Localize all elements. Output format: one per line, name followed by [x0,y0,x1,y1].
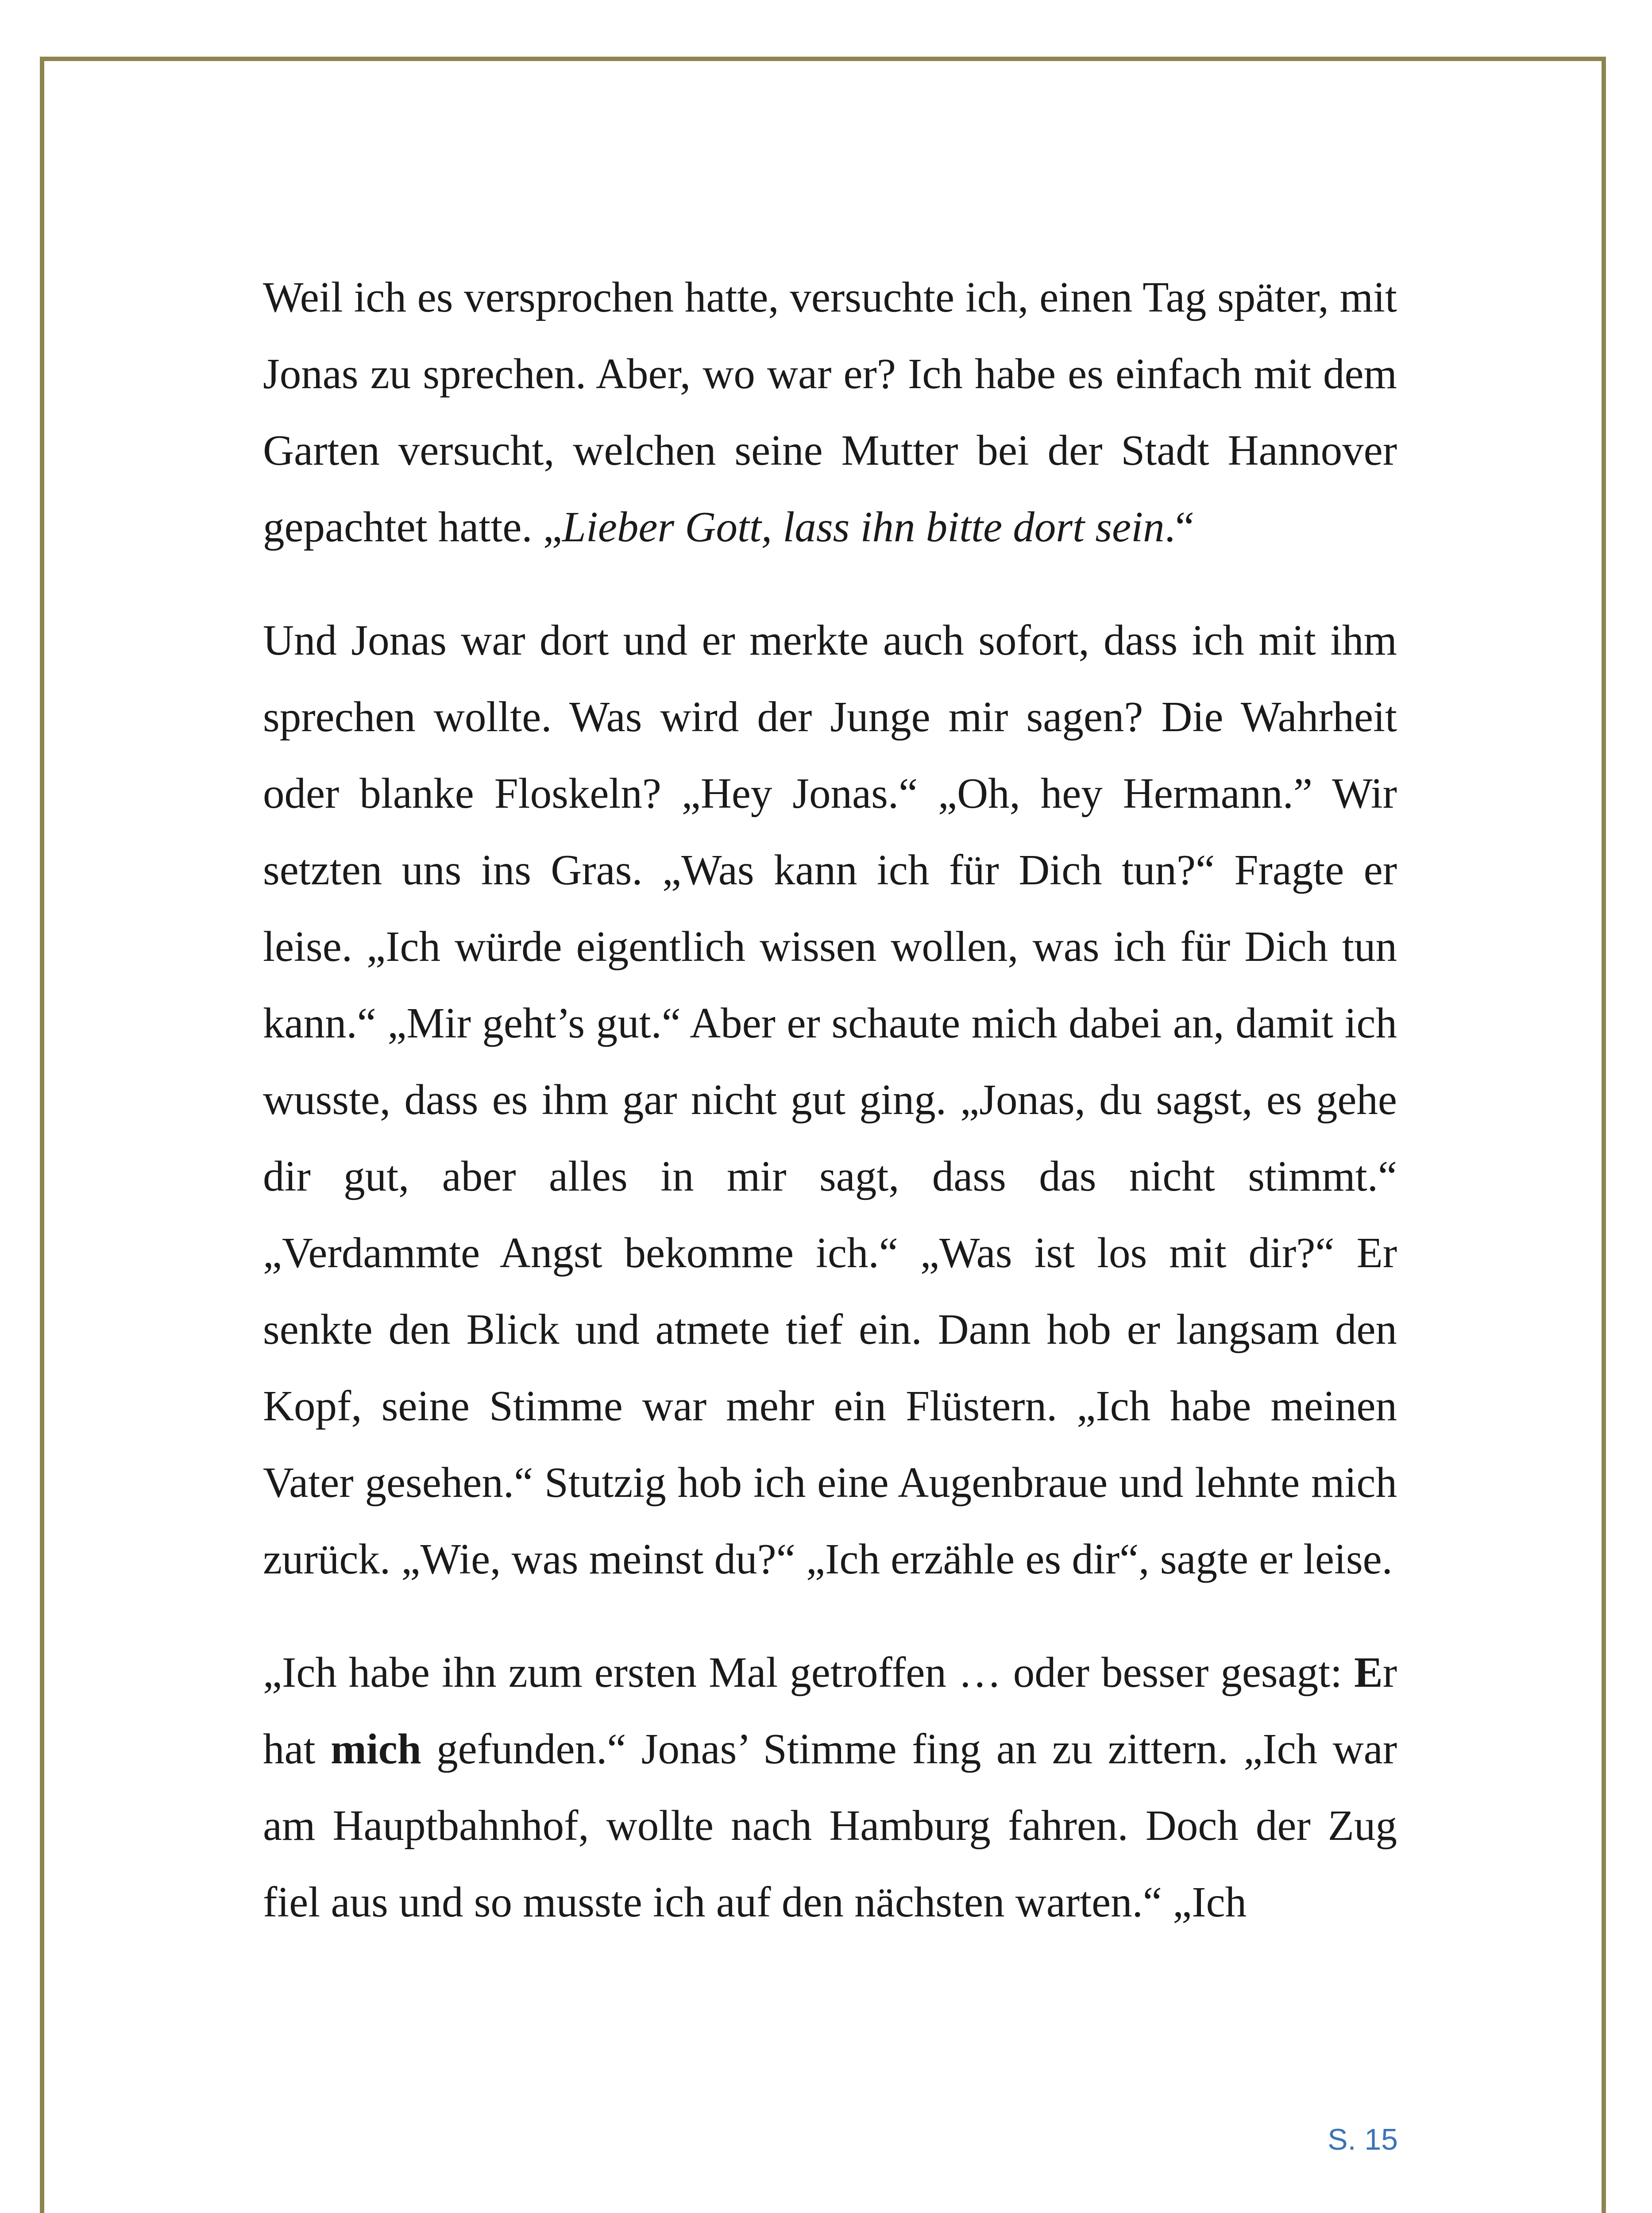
italic-prayer: Lieber Gott, lass ihn bitte dort sein [562,503,1165,551]
bold-word: mich [330,1725,421,1773]
text-run: „Ich habe ihn zum ersten Mal getroffen … oder besser gesagt: [263,1649,1354,1696]
page-number: S. 15 [1328,2123,1398,2156]
body-text [263,259,1397,1940]
paragraph-2 [263,602,1397,1597]
paragraph-3 [263,1634,1397,1940]
text-run: r hat [263,1649,1397,1773]
paragraph-1 [263,259,1397,565]
text-run: gefunden.“ Jonas’ Stimme fing an zu zittern. „Ich war am Hauptbahnhof, wollte nach Hamburg fahren. Doch der Zug fiel aus und so musste ich auf den nächsten warten.“ „Ich [263,1725,1397,1926]
text-run: .“ [1164,503,1194,551]
bold-letter: E [1354,1649,1383,1696]
text-run: Weil ich es versprochen hatte, versuchte ich, einen Tag später, mit Jonas zu sprechen. Aber, wo war er? Ich habe es einfach mit dem Garten versucht, welchen seine Mutter bei der Stadt Hannover gepachtet hatte. „ [263,274,1397,551]
text-run: Und Jonas war dort und er merkte auch sofort, dass ich mit ihm sprechen wollte. Was wird der Junge mir sagen? Die Wahrheit oder blanke Floskeln? „Hey Jonas.“ „Oh, hey Hermann.” Wir setzten uns ins Gras. „Was kann ich für Dich tun?“ Fragte er leise. „Ich würde eigentlich wissen wollen, was ich für Dich tun kann.“ „Mir geht’s gut.“ Aber er schaute mich dabei an, damit ich wusste, dass es ihm gar nicht gut ging. „Jonas, du sagst, es gehe dir gut, aber alles in mir sagt, dass das nicht stimmt.“ „Verdammte Angst bekomme ich.“ „Was ist los mit dir?“ Er senkte den Blick und atmete tief ein. Dann hob er langsam den Kopf, seine Stimme war mehr ein Flüstern. „Ich habe meinen Vater gesehen.“ Stutzig hob ich eine Augenbraue und lehnte mich zurück. „Wie, was meinst du?“ „Ich erzähle es dir“, sagte er leise. [263,617,1397,1583]
